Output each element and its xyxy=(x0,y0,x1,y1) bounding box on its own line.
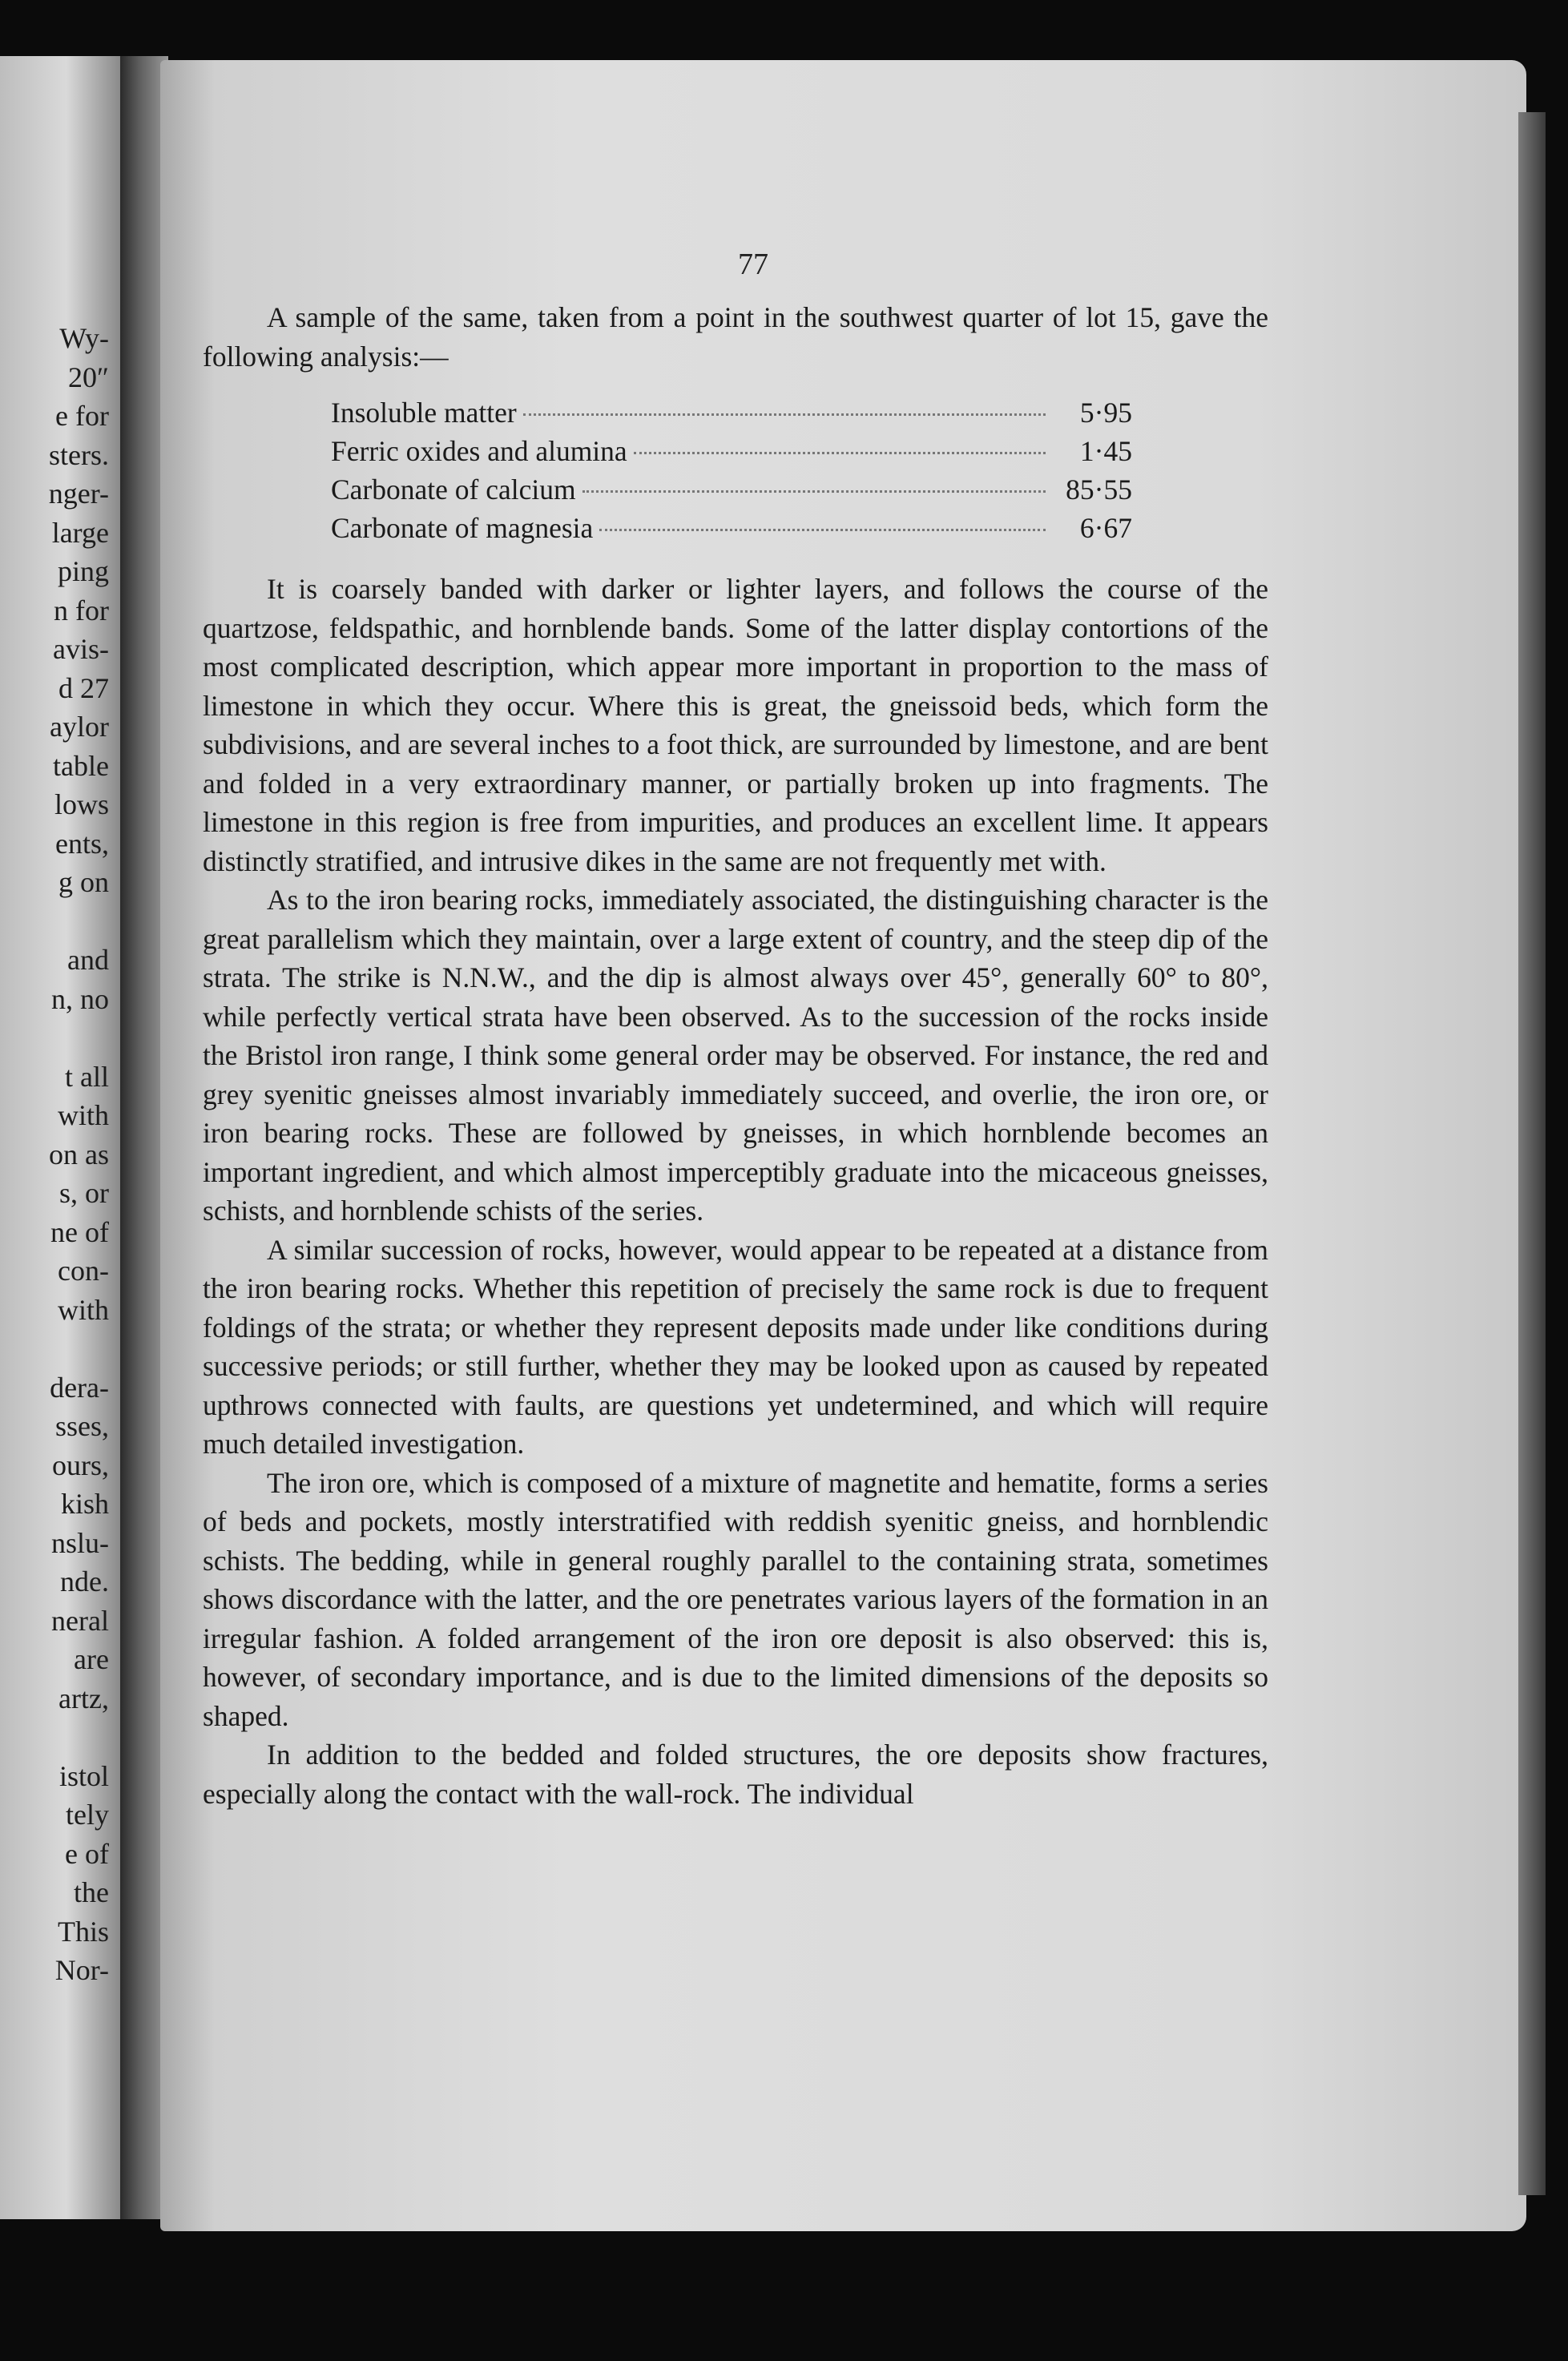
body-paragraph: In addition to the bedded and folded structures, the ore deposits show fractures, especially along the contact with the wall-rock. The individual xyxy=(203,1739,1268,1810)
analysis-value: 5·95 xyxy=(1079,397,1132,429)
left-page-text-fragment: on as xyxy=(49,1138,109,1170)
left-page-text-fragment: con- xyxy=(58,1255,109,1287)
body-paragraph: It is coarsely banded with darker or lighter layers, and follows the course of the quartzose, feldspathic, and hornblende bands. Some of the latter display contortions of the most complicated description, which appear more important in proportion to the mass of limestone in which they occur. Where this is great, the gneissoid beds, which form the subdivisions, and are several inches to a foot thick, are surrounded by limestone, and are bent and folded in a very extraordinary manner, or partially broken up into fragments. The limestone in this region is free from impurities, and produces an excellent lime. It appears distinctly stratified, and intrusive dikes in the same are not frequently met with. xyxy=(203,573,1268,877)
left-page-text-fragment: with xyxy=(57,1099,109,1131)
body-paragraph: The iron ore, which is composed of a mixture of magnetite and hematite, forms a series of beds and pockets, mostly interstratified with reddish syenitic gneiss, and hornblendic schists. The bedding, while in general roughly parallel to the containing strata, sometimes shows discordance with the latter, and the ore penetrates various layers of the formation in an irregular fashion. A folded arrangement of the iron ore deposit is also observed: this is, however, of secondary importance, and is due to the limited dimensions of the deposits so shaped. xyxy=(203,1466,1268,1732)
page-body xyxy=(203,298,1268,1813)
left-page-text-fragment: the xyxy=(74,1876,109,1908)
left-page-text-fragment: large xyxy=(51,516,109,549)
left-page-text-fragment: and xyxy=(67,944,109,976)
left-page-text-fragment: d 27 xyxy=(58,671,109,704)
left-page-text-fragment: sters. xyxy=(49,438,109,471)
left-page-text-fragment: nde. xyxy=(60,1565,109,1598)
left-page-text-fragment: ping xyxy=(57,555,109,587)
left-page-text-fragment: n, no xyxy=(51,982,109,1015)
left-page-text-fragment: dera- xyxy=(50,1371,109,1404)
left-page-text-fragment: ne of xyxy=(50,1215,109,1248)
left-page-text-fragment: sses, xyxy=(54,1410,109,1442)
left-page-text-fragment: with xyxy=(57,1293,109,1326)
left-page-text-fragment: aylor xyxy=(50,711,109,743)
left-page-text-fragment: neral xyxy=(51,1604,109,1637)
analysis-name: Insoluble matter xyxy=(331,397,517,429)
left-page-text-fragment: Wy- xyxy=(59,322,109,354)
left-page-text-fragment: ents, xyxy=(55,827,109,860)
analysis-row xyxy=(331,393,1132,432)
left-page-text-fragment: artz, xyxy=(58,1682,109,1714)
analysis-name: Ferric oxides and alumina xyxy=(331,435,627,467)
left-page-text-fragment: avis- xyxy=(53,633,109,665)
left-page-text-fragment: kish xyxy=(60,1488,109,1520)
leader-dots xyxy=(582,490,1046,493)
analysis-value: 6·67 xyxy=(1079,512,1132,544)
analysis-name: Carbonate of magnesia xyxy=(331,512,594,544)
left-page-text-fragment: lows xyxy=(54,788,109,820)
analysis-value: 1·45 xyxy=(1079,435,1132,467)
left-page-text-fragment: g on xyxy=(58,866,109,898)
analysis-row xyxy=(331,470,1132,509)
left-page-text-fragment: 20″ xyxy=(68,361,109,393)
left-page-text-fragment: nslu- xyxy=(51,1526,109,1559)
left-page-text-fragment: This xyxy=(57,1915,109,1948)
left-page-text-fragment: istol xyxy=(58,1759,109,1792)
page-number: 77 xyxy=(738,248,768,281)
left-page-text-fragment: s, or xyxy=(59,1177,109,1209)
left-page-text-fragment: table xyxy=(53,749,109,782)
left-page-text-fragment: Nor- xyxy=(54,1954,109,1986)
left-page-text-fragment: nger- xyxy=(48,477,109,510)
leader-dots xyxy=(634,452,1046,454)
analysis-row xyxy=(331,509,1132,547)
left-page-text-fragment: t all xyxy=(65,1060,109,1093)
leader-dots xyxy=(523,413,1046,416)
left-page-text-fragment: ours, xyxy=(52,1448,109,1481)
left-page-fragment xyxy=(0,56,120,2219)
analysis-name: Carbonate of calcium xyxy=(331,473,576,506)
left-page-text-fragment: tely xyxy=(66,1799,109,1831)
body-paragraph: As to the iron bearing rocks, immediately associated, the distinguishing character is the great parallelism which they maintain, over a large extent of country, and the steep dip of the strata. The strike is N.N.W., and the dip is almost always over 45°, generally 60° to 80°, while perfectly vertical strata have been observed. As to the succession of the rocks inside the Bristol iron range, I think some general order may be observed. For instance, the red and grey syenitic gneisses almost invariably immediately succeed, and overlie, the iron ore, or iron bearing rocks. These are followed by gneisses, in which hornblende becomes an important ingredient, and which almost imperceptibly graduate into the micaceous gneisses, schists, and hornblende schists of the series. xyxy=(203,884,1268,1227)
leader-dots xyxy=(599,529,1046,531)
left-page-text-fragment: n for xyxy=(54,594,109,627)
analysis-value: 85·55 xyxy=(1066,473,1132,506)
page-edge xyxy=(1518,112,1546,2195)
intro-paragraph: A sample of the same, taken from a point in the southwest quarter of lot 15, gave the following analysis:— xyxy=(203,301,1268,373)
left-page-text-fragment: e of xyxy=(65,1837,109,1870)
left-page-text-fragment: are xyxy=(74,1643,109,1675)
analysis-row xyxy=(331,432,1132,470)
body-paragraph: A similar succession of rocks, however, would appear to be repeated at a distance from the iron bearing rocks. Whether this repetition of precisely the same rock is due to frequent foldings of the strata; or whether they represent deposits made under like conditions during successive periods; or still further, whether they may be looked upon as caused by repeated upthrows connected with faults, are questions yet undetermined, and which will require much detailed investigation. xyxy=(203,1233,1268,1460)
analysis-table xyxy=(331,393,1132,547)
left-page-text-fragment: e for xyxy=(55,400,109,432)
